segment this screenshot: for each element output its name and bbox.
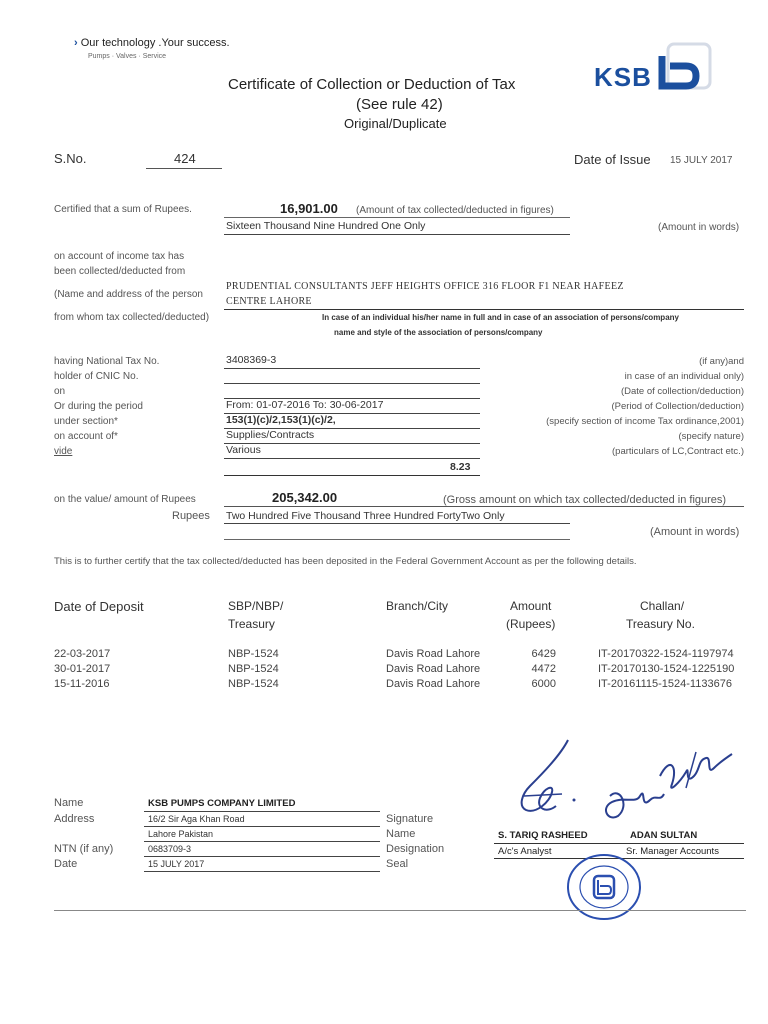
cell-bank: NBP-1524 (228, 663, 279, 675)
detail-underline (224, 368, 480, 369)
ksb-logo-icon (656, 42, 712, 92)
account-label-3: (Name and address of the person (54, 289, 203, 300)
sum-words: Sixteen Thousand Nine Hundred One Only (226, 220, 426, 232)
payee-name-line-1: PRUDENTIAL CONSULTANTS JEFF HEIGHTS OFFICE 316 FLOOR F1 NEAR HAFEEZ (226, 281, 624, 292)
signatory-2-name: ADAN SULTAN (630, 830, 698, 841)
detail-note: (particulars of LC,Contract etc.) (612, 446, 744, 457)
tax-rate: 8.23 (450, 461, 471, 473)
value-figures: 205,342.00 (272, 490, 338, 505)
footer-date-label: Date (54, 858, 78, 870)
sig-name-label: Name (386, 828, 416, 840)
tagline: › Our technology .Your success. (74, 37, 230, 49)
company-ntn: 0683709-3 (148, 844, 192, 854)
detail-note: (specify section of income Tax ordinance,2001) (546, 416, 744, 427)
cell-challan: IT-20170130-1524-1225190 (598, 663, 735, 675)
signature-label: Signature (386, 813, 434, 825)
detail-label: vide (54, 446, 73, 457)
signatory-1-name: S. TARIQ RASHEED (498, 830, 588, 841)
detail-value: Supplies/Contracts (226, 429, 315, 441)
cell-branch: Davis Road Lahore (386, 678, 481, 690)
rule-reference: (See rule 42) (356, 96, 443, 113)
sum-words-note: (Amount in words) (658, 222, 740, 233)
detail-underline (224, 443, 480, 444)
sum-label: Certified that a sum of Rupees. (54, 204, 192, 215)
detail-note: (specify nature) (678, 431, 744, 442)
further-certify-text: This is to further certify that the tax collected/deducted has been deposited in the Federal Government Account as per the following details. (54, 556, 637, 567)
ksb-logo-text: KSB (594, 62, 652, 92)
detail-value: Various (226, 444, 261, 456)
detail-value: From: 01-07-2016 To: 30-06-2017 (226, 399, 384, 411)
designation-label: Designation (386, 843, 445, 855)
signatory-2-title: Sr. Manager Accounts (626, 846, 719, 857)
payee-name-line-2: CENTRE LAHORE (226, 296, 312, 307)
detail-label: holder of CNIC No. (54, 371, 139, 382)
signatures-image (500, 736, 750, 826)
issue-date: 15 JULY 2017 (670, 155, 733, 166)
company-address-2: Lahore Pakistan (148, 829, 214, 839)
value-label: on the value/ amount of Rupees (54, 494, 196, 505)
cell-branch: Davis Road Lahore (386, 648, 481, 660)
rupees-label: Rupees (172, 510, 210, 522)
detail-underline (224, 383, 480, 384)
copy-type: Original/Duplicate (344, 116, 447, 131)
company-address-1: 16/2 Sir Aga Khan Road (148, 814, 245, 824)
footer-ntn-label: NTN (if any) (54, 843, 114, 855)
detail-label: on (54, 386, 66, 397)
value-words: Two Hundred Five Thousand Three Hundred FortyTwo Only (226, 510, 505, 522)
payee-note-1: In case of an individual his/her name in full and in case of an association of persons/company (322, 313, 679, 322)
cell-date: 30-01-2017 (54, 663, 111, 675)
detail-value: 153(1)(c)/2,153(1)(c)/2, (226, 414, 336, 426)
value-figures-note: (Gross amount on which tax collected/deducted in figures) (443, 494, 727, 506)
sum-figures: 16,901.00 (280, 201, 338, 216)
col-amount-header-2: (Rupees) (506, 617, 556, 631)
account-label-4: from whom tax collected/deducted) (54, 312, 210, 323)
detail-label: on account of* (54, 431, 118, 442)
sum-figures-note: (Amount of tax collected/deducted in figures) (356, 205, 554, 216)
detail-underline (224, 458, 480, 459)
detail-note: (Date of collection/deduction) (620, 386, 744, 397)
col-bank-header: SBP/NBP/ (228, 599, 284, 613)
serial-value: 424 (174, 151, 196, 166)
company-name: KSB PUMPS COMPANY LIMITED (148, 798, 296, 809)
issue-label: Date of Issue (574, 152, 651, 167)
col-amount-header: Amount (510, 599, 552, 613)
value-words-note: (Amount in words) (650, 526, 740, 538)
cell-branch: Davis Road Lahore (386, 663, 481, 675)
subtagline: Pumps · Valves · Service (88, 53, 167, 60)
seal-label: Seal (386, 858, 409, 870)
cell-date: 22-03-2017 (54, 648, 111, 660)
col-branch-header: Branch/City (386, 599, 449, 613)
detail-label: Or during the period (54, 401, 143, 412)
col-bank-header-2: Treasury (228, 617, 275, 631)
cell-amount: 6429 (531, 648, 556, 660)
detail-label: having National Tax No. (54, 356, 160, 367)
cell-bank: NBP-1524 (228, 648, 279, 660)
chevron-right-icon: › (74, 37, 78, 49)
cell-amount: 4472 (531, 663, 556, 675)
col-date-header: Date of Deposit (54, 599, 144, 614)
col-challan-header: Challan/ (640, 599, 685, 613)
detail-label: under section* (54, 416, 118, 427)
cell-bank: NBP-1524 (228, 678, 279, 690)
company-seal-stamp (564, 852, 644, 922)
detail-note: in case of an individual only) (624, 371, 744, 382)
footer-address-label: Address (54, 813, 95, 825)
certificate-date: 15 JULY 2017 (148, 859, 205, 869)
detail-note: (Period of Collection/deduction) (611, 401, 744, 412)
cell-challan: IT-20170322-1524-1197974 (598, 648, 734, 660)
account-label-1: on account of income tax has (54, 251, 185, 262)
serial-label: S.No. (54, 151, 87, 166)
account-label-2: been collected/deducted from (54, 266, 186, 277)
payee-note-2: name and style of the association of persons/company (334, 328, 543, 337)
certificate-title: Certificate of Collection or Deduction of Tax (228, 76, 516, 93)
col-challan-header-2: Treasury No. (626, 617, 695, 631)
signatory-1-title: A/c's Analyst (498, 846, 552, 857)
detail-value: 3408369-3 (226, 354, 277, 366)
cell-amount: 6000 (531, 678, 556, 690)
detail-note: (if any)and (699, 356, 744, 367)
cell-date: 15-11-2016 (54, 678, 110, 690)
cell-challan: IT-20161115-1524-1133676 (598, 678, 732, 690)
footer-name-label: Name (54, 797, 84, 809)
